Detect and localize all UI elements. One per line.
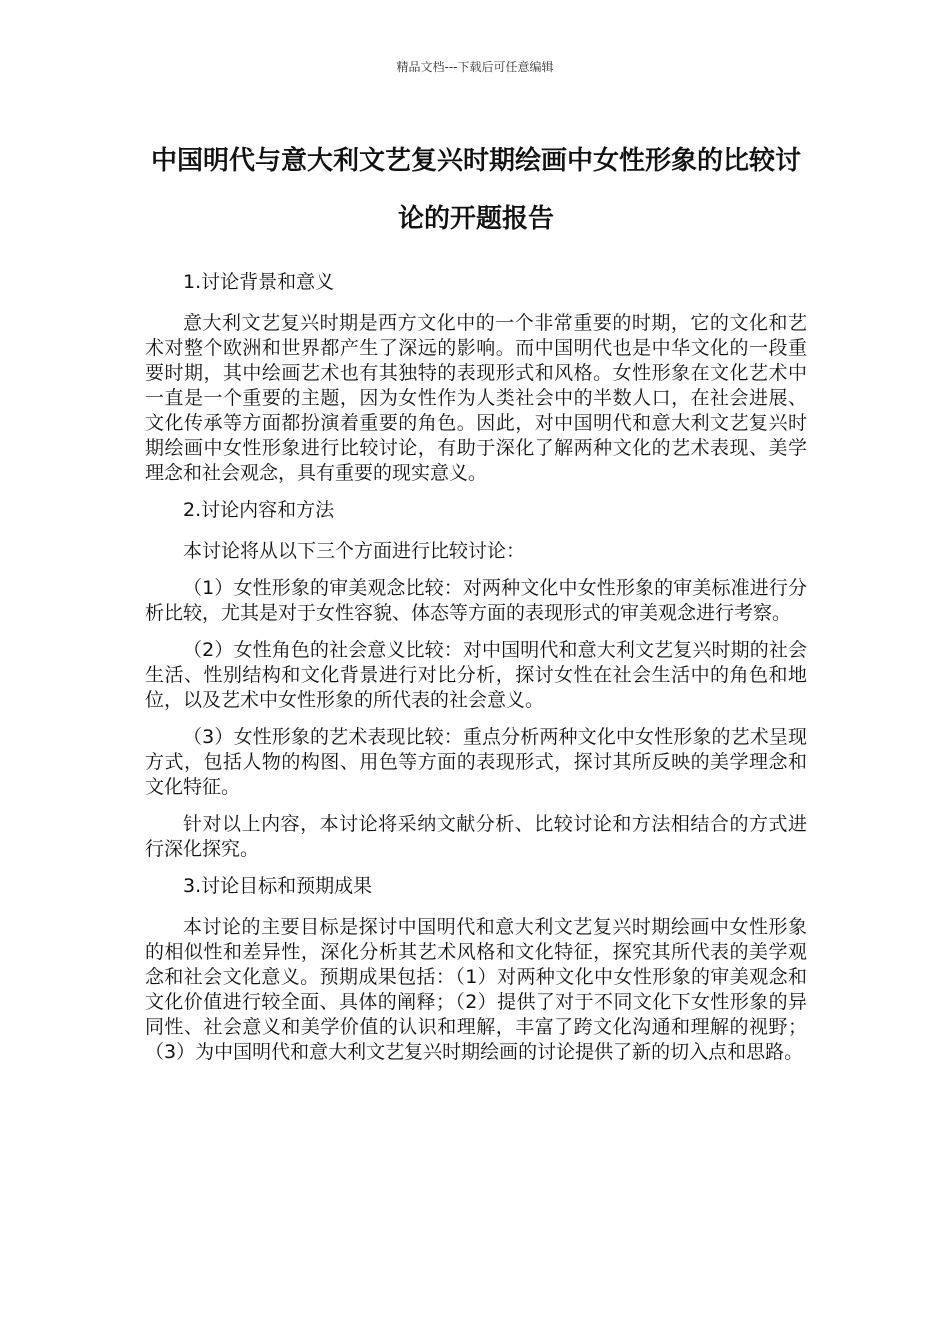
paragraph-intro-aspects: 本讨论将从以下三个方面进行比较讨论： bbox=[183, 540, 526, 562]
document-body bbox=[145, 270, 807, 1077]
paragraph-method: 针对以上内容，本讨论将采纳文献分析、比较讨论和方法相结合的方式进行深化探究。 bbox=[145, 813, 807, 860]
section-heading-goals: 3.讨论目标和预期成果 bbox=[183, 875, 373, 897]
paragraph-aspect-3: （3）女性形象的艺术表现比较：重点分析两种文化中女性形象的艺术呈现方式，包括人物的构图、用色等方面的表现形式，探讨其所反映的美学理念和文化特征。 bbox=[145, 726, 807, 798]
header-note: 精品文档---下载后可任意编辑 bbox=[396, 60, 554, 74]
paragraph-aspect-2: （2）女性角色的社会意义比较：对中国明代和意大利文艺复兴时期的社会生活、性别结构和文化背景进行对比分析，探讨女性在社会生活中的角色和地位，以及艺术中女性形象的所代表的社会意义。 bbox=[145, 639, 807, 711]
section-heading-content-method: 2.讨论内容和方法 bbox=[183, 499, 335, 521]
paragraph-background: 意大利文艺复兴时期是西方文化中的一个非常重要的时期，它的文化和艺术对整个欧洲和世界都产生了深远的影响。而中国明代也是中华文化的一段重要时期，其中绘画艺术也有其独特的表现形式和风格。女性形象在文化艺术中一直是一个重要的主题，因为女性作为人类社会中的半数人口，在社会进展、文化传承等方面都扮演着重要的角色。因此，对中国明代和意大利文艺复兴时期绘画中女性形象进行比较讨论，有助于深化了解两种文化的艺术表现、美学理念和社会观念，具有重要的现实意义。 bbox=[145, 312, 807, 484]
document-title: 中国明代与意大利文艺复兴时期绘画中女性形象的比较讨论的开题报告 bbox=[150, 146, 801, 234]
paragraph-aspect-1: （1）女性形象的审美观念比较：对两种文化中女性形象的审美标准进行分析比较，尤其是对于女性容貌、体态等方面的表现形式的审美观念进行考察。 bbox=[145, 577, 807, 624]
section-heading-background: 1.讨论背景和意义 bbox=[183, 271, 335, 293]
paragraph-goals: 本讨论的主要目标是探讨中国明代和意大利文艺复兴时期绘画中女性形象的相似性和差异性，深化分析其艺术风格和文化特征，探究其所代表的美学观念和社会文化意义。预期成果包括：（1）对两种文化中女性形象的审美观念和文化价值进行较全面、具体的阐释；（2）提供了对于不同文化下女性形象的异同性、社会意义和美学价值的认识和理解，丰富了跨文化沟通和理解的视野；（3）为中国明代和意大利文艺复兴时期绘画的讨论提供了新的切入点和思路。 bbox=[145, 916, 807, 1063]
